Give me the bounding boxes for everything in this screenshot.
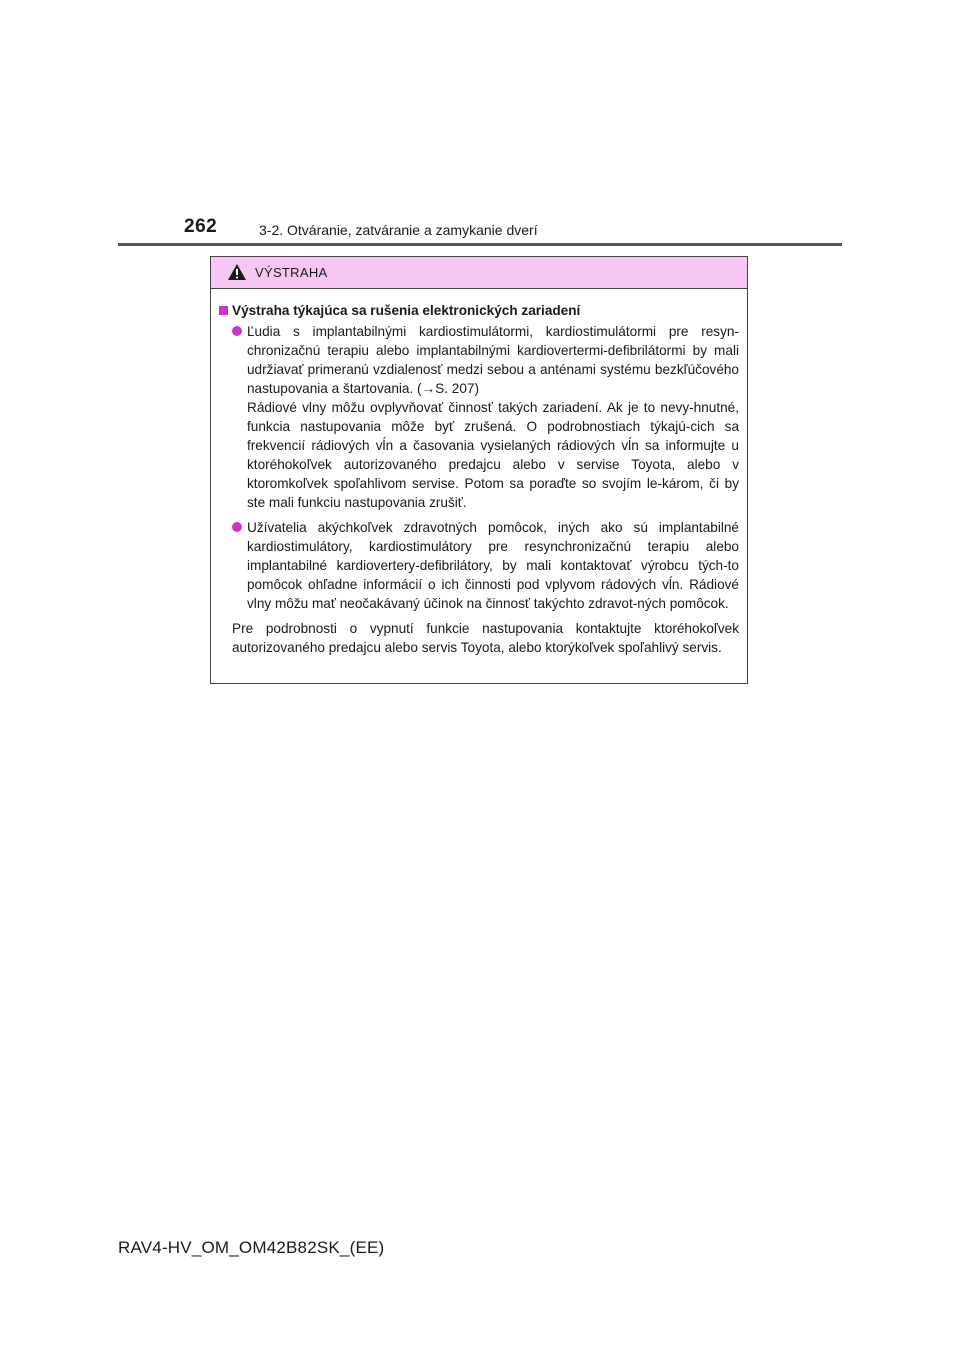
round-bullet-icon: [232, 326, 242, 336]
bullet-text: [247, 322, 739, 512]
warning-triangle-icon: [227, 263, 247, 281]
bullet-paragraph: Užívatelia akýchkoľvek zdravotných pomôcok, iných ako sú implantabilné kardiostimulátory, kardiostimulátory pre resynchronizačnú terapiu alebo implantabilné kardiovertery-defibrilátory, by mali kontaktovať výrobcu tých-to pomôcok ohľadne informácií o ich činnosti pod vplyvom rádových vĺn. Rádiové vlny môžu mať neočakávaný účinok na činnosť takýchto zdravot-ných pomôcok.: [247, 520, 739, 611]
warning-title: VÝSTRAHA: [255, 265, 328, 280]
warning-subheading-text: Výstraha týkajúca sa rušenia elektronických zariadení: [232, 303, 581, 318]
warning-box: [210, 256, 748, 684]
warning-body: [211, 289, 747, 657]
square-bullet-icon: [219, 306, 228, 315]
document-code: RAV4-HV_OM_OM42B82SK_(EE): [118, 1238, 385, 1257]
bullet-text: [247, 518, 739, 613]
warning-header: [211, 257, 747, 289]
page-number: 262: [184, 216, 218, 237]
warning-subheading: [219, 301, 739, 320]
bullet-paragraph: Rádiové vlny môžu ovplyvňovať činnosť takých zariadení. Ak je to nevy-hnutné, funkcia nastupovania môže byť zrušená. O podrobnostiach týkajú-cich sa frekvencií rádiových vĺn a časovania vysielaných rádiových vĺn sa informujte u ktoréhokoľvek autorizovaného predajcu alebo v servise Toyota, alebo v ktoromkoľvek spoľahlivom servise. Potom sa poraďte so svojím le-károm, či by ste mali funkciu nastupovania zrušiť.: [247, 400, 739, 510]
warning-list-item: [232, 518, 739, 613]
section-title: 3-2. Otváranie, zatváranie a zamykanie dverí: [259, 222, 538, 238]
round-bullet-icon: [232, 522, 242, 532]
warning-closing-text: Pre podrobnosti o vypnutí funkcie nastupovania kontaktujte ktoréhokoľvek autorizovaného predajcu alebo servis Toyota, alebo ktorýkoľvek spoľahlivý servis.: [232, 621, 739, 655]
header-divider: [118, 243, 842, 246]
bullet-paragraph: Ľudia s implantabilnými kardiostimulátormi, kardiostimulátormi pre resyn-chronizačnú terapiu alebo implantabilnými kardiovertermi-defibrilátormi by mali udržiavať primeranú vzdialenosť medzi sebou a anténami systému bezkľúčového nastupovania a štartovania. (→S. 207): [247, 324, 739, 396]
warning-list-item: [232, 322, 739, 512]
